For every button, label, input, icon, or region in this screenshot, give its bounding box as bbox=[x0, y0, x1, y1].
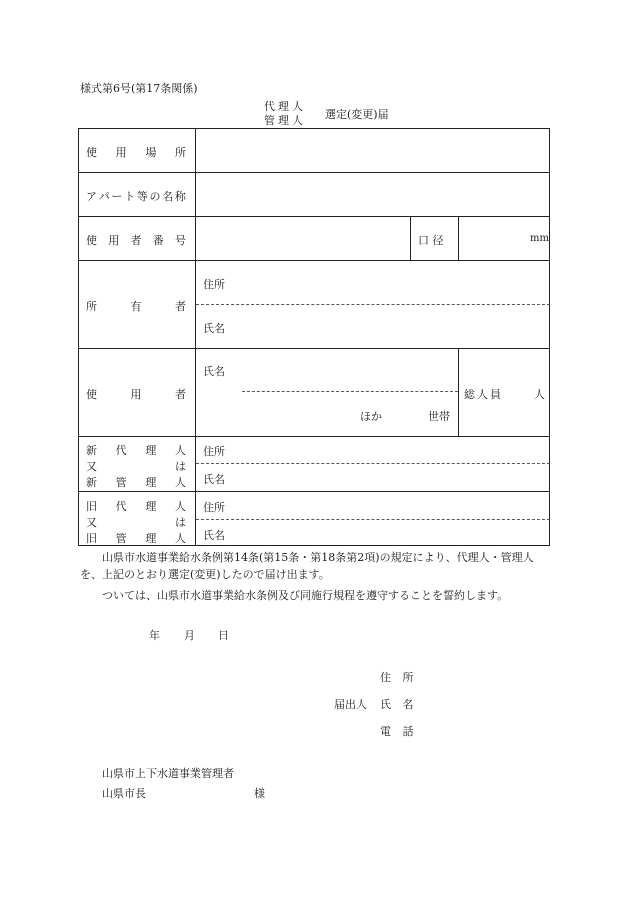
caliber-rule bbox=[410, 216, 411, 260]
date-year: 年 bbox=[149, 629, 160, 642]
label-old-manager: 旧 管 理 人 bbox=[86, 532, 186, 545]
label-apartment-name: ア パ ー ト 等 の 名 称 bbox=[86, 190, 186, 203]
applicant-name-label: 氏 名 bbox=[380, 698, 418, 711]
label-user-number: 使 用 者 番 号 bbox=[86, 234, 186, 247]
new-agent-divider bbox=[196, 463, 550, 464]
table-rule bbox=[78, 172, 550, 173]
declaration-paragraph: 山県市水道事業給水条例第14条(第15条・第18条第2項)の規定により、代理人・管理人を、上記のとおり選定(変更)したので届け出ます。 bbox=[80, 551, 534, 581]
pledge-paragraph: ついては、山県市水道事業給水条例及び同施行規程を遵守することを誓約します。 bbox=[102, 589, 509, 602]
user-name-label: 氏名 bbox=[203, 365, 225, 378]
recipient-organization: 山県市上下水道事業管理者 bbox=[102, 767, 234, 780]
title-manager: 管理人 bbox=[264, 114, 306, 127]
label-usage-place: 使 用 場 所 bbox=[86, 146, 186, 159]
label-or: 又 は bbox=[86, 516, 186, 529]
owner-address-label: 住所 bbox=[203, 278, 225, 291]
label-old-agent: 旧 代 理 人 bbox=[86, 500, 186, 513]
table-rule bbox=[78, 260, 550, 261]
label-user: 使 用 者 bbox=[86, 388, 186, 401]
date-month: 月 bbox=[184, 629, 195, 642]
caliber-unit: mm bbox=[530, 233, 549, 244]
applicant-address-label: 住 所 bbox=[380, 671, 418, 684]
old-agent-divider bbox=[196, 519, 550, 520]
old-name-label: 氏名 bbox=[203, 529, 225, 542]
table-rule bbox=[78, 216, 550, 217]
total-people-rule bbox=[458, 348, 459, 436]
applicant-label: 届出人 bbox=[334, 698, 367, 711]
date-day: 日 bbox=[218, 629, 229, 642]
user-divider bbox=[242, 391, 458, 392]
title-selection-notice: 選定(変更)届 bbox=[325, 108, 389, 121]
form-number: 様式第6号(第17条関係) bbox=[80, 82, 198, 95]
table-rule bbox=[78, 348, 550, 349]
table-rule bbox=[78, 491, 550, 492]
recipient-mayor: 山県市長 bbox=[102, 787, 146, 800]
applicant-phone-label: 電 話 bbox=[380, 725, 418, 738]
people-unit: 人 bbox=[534, 388, 545, 401]
table-rule bbox=[78, 436, 550, 437]
title-agent: 代理人 bbox=[264, 100, 306, 113]
owner-name-label: 氏名 bbox=[203, 322, 225, 335]
household-label: 世帯 bbox=[428, 410, 450, 423]
owner-divider bbox=[196, 304, 550, 305]
recipient-honorific: 様 bbox=[254, 787, 265, 800]
old-address-label: 住所 bbox=[203, 501, 225, 514]
new-name-label: 氏名 bbox=[203, 473, 225, 486]
label-owner: 所 有 者 bbox=[86, 300, 186, 313]
label-caliber: 口 径 bbox=[418, 234, 444, 247]
label-new-manager: 新 管 理 人 bbox=[86, 476, 186, 489]
caliber-rule bbox=[458, 216, 459, 260]
label-column-rule bbox=[195, 128, 196, 546]
label-new-agent: 新 代 理 人 bbox=[86, 444, 186, 457]
total-people-label: 総人員 bbox=[464, 388, 503, 401]
others-label: ほか bbox=[360, 410, 382, 423]
new-address-label: 住所 bbox=[203, 445, 225, 458]
label-or: 又 は bbox=[86, 460, 186, 473]
